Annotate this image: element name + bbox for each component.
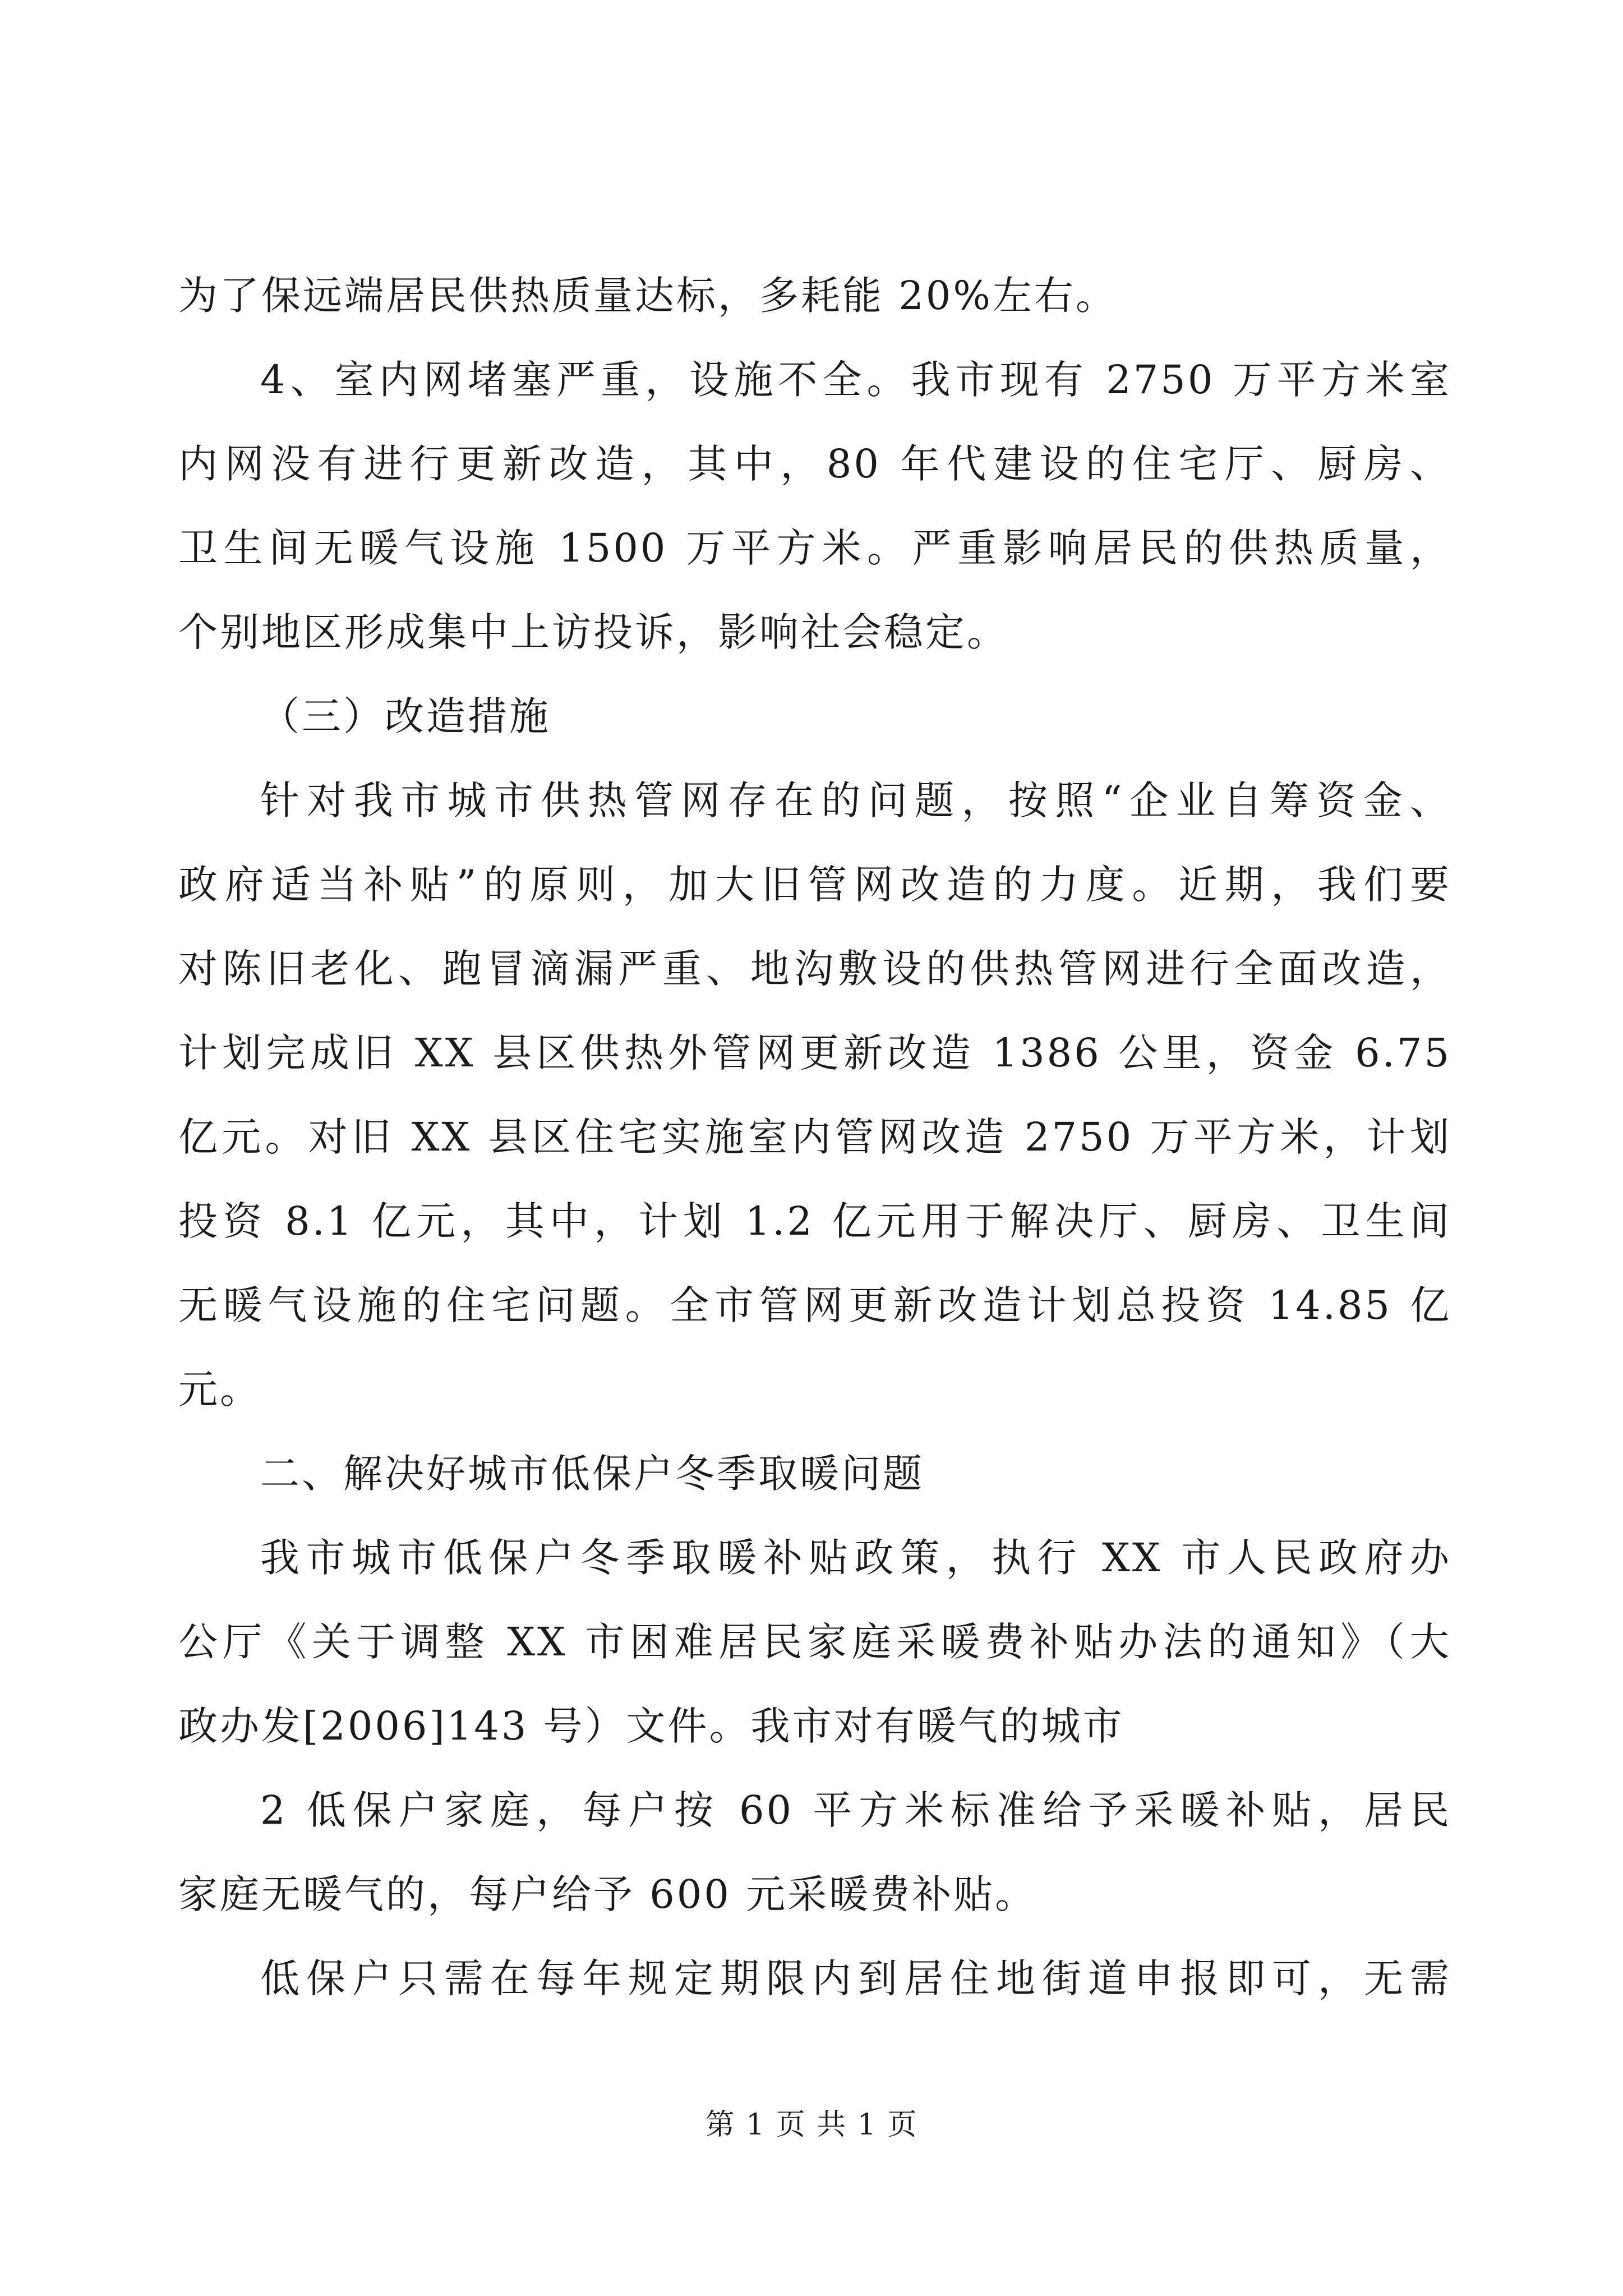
section-heading: （三）改造措施 [260, 693, 551, 739]
text-line: 政府适当补贴”的原则，加大旧管网改造的力度。近期，我们要 [178, 862, 1451, 908]
text-line: 元。 [178, 1366, 261, 1412]
text-line: 计划完成旧 XX 县区供热外管网更新改造 1386 公里，资金 6.75 [178, 1030, 1451, 1076]
text-line: 2 低保户家庭，每户按 60 平方米标准给予采暖补贴，居民 [260, 1787, 1451, 1833]
text-line: 家庭无暖气的，每户给予 600 元采暖费补贴。 [178, 1871, 1037, 1917]
text-line: 为了保远端居民供热质量达标，多耗能 20%左右。 [178, 273, 1117, 319]
text-line: 无暖气设施的住宅问题。全市管网更新改造计划总投资 14.85 亿 [178, 1282, 1451, 1328]
text-line: 投资 8.1 亿元，其中，计划 1.2 亿元用于解决厅、厨房、卫生间 [178, 1198, 1451, 1244]
section-heading: 二、解决好城市低保户冬季取暖问题 [260, 1451, 924, 1497]
text-line: 公厅《关于调整 XX 市困难居民家庭采暖费补贴办法的通知》（大 [178, 1619, 1451, 1665]
text-line: 针对我市城市供热管网存在的问题，按照“企业自筹资金、 [260, 777, 1451, 823]
document-body [178, 254, 1451, 2021]
text-line: 亿元。对旧 XX 县区住宅实施室内管网改造 2750 万平方米，计划 [178, 1114, 1451, 1160]
text-line: 对陈旧老化、跑冒滴漏严重、地沟敷设的供热管网进行全面改造， [178, 946, 1451, 992]
page-number-footer: 第 1 页 共 1 页 [705, 2108, 918, 2142]
text-line: 4、室内网堵塞严重，设施不全。我市现有 2750 万平方米室 [260, 357, 1451, 403]
text-line: 内网没有进行更新改造，其中，80 年代建设的住宅厅、厨房、 [178, 441, 1451, 487]
text-line: 政办发[2006]143 号）文件。我市对有暖气的城市 [178, 1703, 1124, 1749]
text-line: 个别地区形成集中上访投诉，影响社会稳定。 [178, 609, 1008, 655]
text-line: 低保户只需在每年规定期限内到居住地街道申报即可，无需 [260, 1955, 1451, 2001]
text-line: 我市城市低保户冬季取暖补贴政策，执行 XX 市人民政府办 [260, 1535, 1451, 1581]
text-line: 卫生间无暖气设施 1500 万平方米。严重影响居民的供热质量， [178, 525, 1451, 571]
